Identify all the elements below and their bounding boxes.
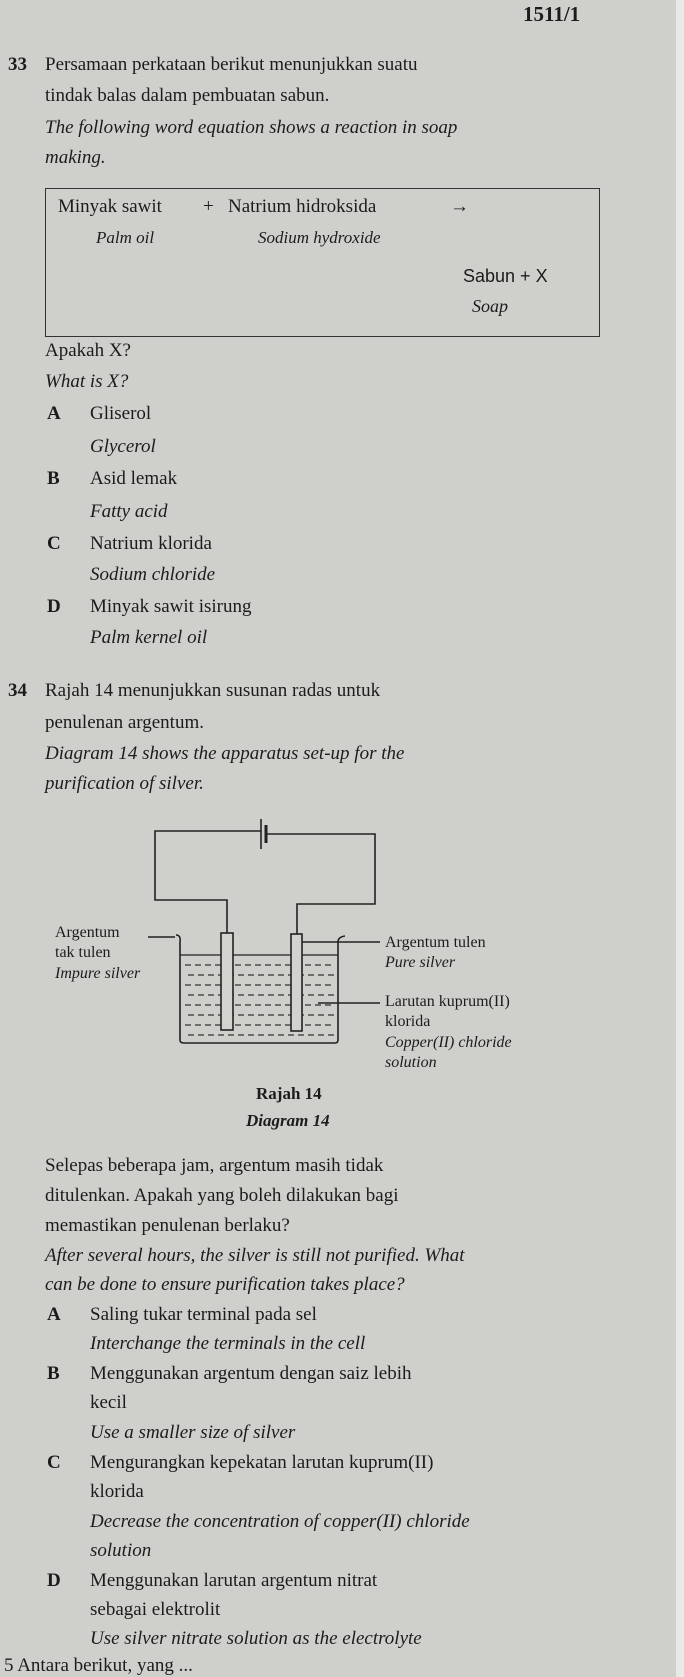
option-ms: Menggunakan larutan argentum nitrat	[90, 1570, 378, 1591]
q34-stem-ms-1: Rajah 14 menunjukkan susunan radas untuk	[45, 680, 381, 701]
diagram-caption-en: Diagram 14	[246, 1111, 330, 1130]
label-impure-ms-2: tak tulen	[55, 944, 111, 961]
eq-reactant2-en: Sodium hydroxide	[258, 228, 381, 247]
q34-body-ms-2: ditulenkan. Apakah yang boleh dilakukan bagi	[45, 1185, 399, 1206]
wire-left	[155, 831, 261, 933]
option-en: Glycerol	[90, 436, 156, 457]
q34-body-en-2: can be done to ensure purification takes place?	[45, 1274, 405, 1295]
label-solution-en-1: Copper(II) chloride	[385, 1034, 512, 1051]
option-letter: A	[47, 1304, 61, 1325]
option-ms: Mengurangkan kepekatan larutan kuprum(II)	[90, 1452, 434, 1473]
option-en: Use a smaller size of silver	[90, 1422, 296, 1443]
option-en: Palm kernel oil	[90, 627, 208, 648]
option-letter: C	[47, 533, 61, 554]
option-en: Fatty acid	[90, 501, 168, 522]
q35-partial: 5 Antara berikut, yang ...	[4, 1655, 193, 1676]
option-ms: Gliserol	[90, 403, 152, 424]
option-ms: Natrium klorida	[90, 533, 212, 554]
label-impure-en: Impure silver	[55, 965, 141, 982]
diagram-caption-ms: Rajah 14	[256, 1084, 322, 1103]
q33-stem-ms-2: tindak balas dalam pembuatan sabun.	[45, 85, 330, 106]
option-ms-2: klorida	[90, 1481, 144, 1502]
option-letter: B	[47, 468, 60, 489]
q34-stem-en-1: Diagram 14 shows the apparatus set-up for the	[45, 743, 405, 764]
q33-question-ms: Apakah X?	[45, 340, 131, 361]
option-en: Decrease the concentration of copper(II) chloride	[90, 1511, 470, 1532]
option-en: Sodium chloride	[90, 564, 216, 585]
option-letter: B	[47, 1363, 60, 1384]
eq-product-ms: Sabun + X	[463, 266, 548, 286]
option-letter: A	[47, 403, 61, 424]
option-ms-2: sebagai elektrolit	[90, 1599, 221, 1620]
option-en: Use silver nitrate solution as the electrolyte	[90, 1628, 422, 1649]
option-ms: Minyak sawit isirung	[90, 596, 252, 617]
q33-question-en: What is X?	[45, 371, 129, 392]
q34-number: 34	[8, 680, 27, 701]
page-code: 1511/1	[523, 2, 581, 26]
q34-stem-ms-2: penulenan argentum.	[45, 712, 204, 733]
label-pure-ms: Argentum tulen	[385, 934, 486, 951]
q34-body-ms-1: Selepas beberapa jam, argentum masih tidak	[45, 1155, 384, 1176]
option-ms: Menggunakan argentum dengan saiz lebih	[90, 1363, 412, 1384]
q33-stem-ms-1: Persamaan perkataan berikut menunjukkan suatu	[45, 54, 418, 75]
label-solution-en-2: solution	[385, 1054, 437, 1071]
eq-product-en: Soap	[472, 296, 508, 316]
eq-plus: +	[203, 196, 214, 217]
label-solution-ms-2: klorida	[385, 1013, 431, 1030]
option-en: Interchange the terminals in the cell	[90, 1333, 366, 1354]
q33-stem-en-1: The following word equation shows a reaction in soap	[45, 117, 458, 138]
eq-reactant2-ms: Natrium hidroksida	[228, 196, 377, 217]
option-ms: Saling tukar terminal pada sel	[90, 1304, 317, 1325]
option-letter: D	[47, 596, 61, 617]
option-ms-2: kecil	[90, 1392, 127, 1413]
q33-number: 33	[8, 54, 27, 75]
pure-silver-electrode	[291, 934, 302, 1031]
label-solution-ms-1: Larutan kuprum(II)	[385, 993, 510, 1010]
option-letter: C	[47, 1452, 61, 1473]
eq-reactant1-en: Palm oil	[96, 228, 155, 247]
beaker	[176, 935, 345, 1043]
option-en-2: solution	[90, 1540, 152, 1561]
eq-arrow: →	[450, 196, 469, 217]
wire-right	[266, 834, 375, 934]
q33-stem-en-2: making.	[45, 147, 106, 168]
label-impure-ms-1: Argentum	[55, 924, 120, 941]
q34-body-ms-3: memastikan penulenan berlaku?	[45, 1215, 290, 1236]
option-letter: D	[47, 1570, 61, 1591]
q34-stem-en-2: purification of silver.	[45, 773, 204, 794]
label-pure-en: Pure silver	[385, 954, 456, 971]
q34-body-en-1: After several hours, the silver is still not purified. What	[45, 1245, 465, 1266]
option-ms: Asid lemak	[90, 468, 178, 489]
eq-reactant1-ms: Minyak sawit	[58, 196, 162, 217]
impure-silver-electrode	[221, 933, 233, 1030]
liquid-dashes	[185, 965, 335, 1035]
